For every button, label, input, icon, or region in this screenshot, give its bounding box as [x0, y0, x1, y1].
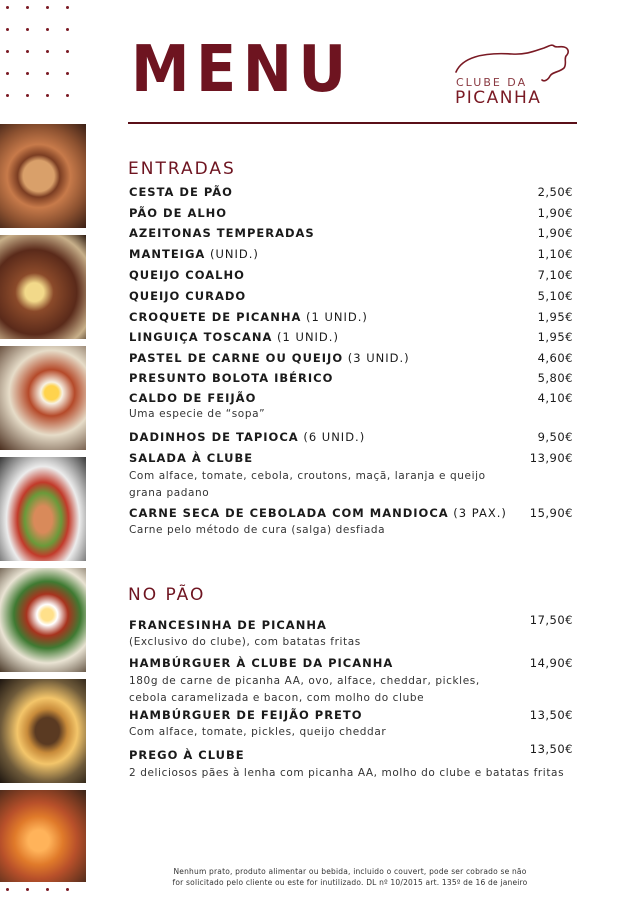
- menu-item: [129, 506, 573, 520]
- food-photo-strip: [0, 124, 86, 882]
- item-price: 14,90€: [529, 656, 573, 670]
- item-price: 17,50€: [529, 613, 573, 627]
- item-price: 4,60€: [537, 351, 573, 365]
- food-photo-rice-plate: [0, 568, 86, 672]
- section-heading-entradas: ENTRADAS: [128, 159, 236, 179]
- item-name: SALADA À CLUBE: [129, 451, 254, 465]
- item-name: PÃO DE ALHO: [129, 206, 228, 220]
- menu-item: [129, 247, 573, 261]
- menu-item: [129, 206, 573, 220]
- item-price: 7,10€: [537, 268, 573, 282]
- food-photo-burger: [0, 679, 86, 783]
- item-name: LINGUIÇA TOSCANA: [129, 330, 273, 344]
- item-name: PRESUNTO BOLOTA IBÉRICO: [129, 371, 334, 385]
- item-price: 1,95€: [537, 330, 573, 344]
- menu-item: [129, 742, 573, 762]
- menu-item: [129, 310, 573, 324]
- menu-item: [129, 371, 573, 385]
- menu-item: [129, 708, 573, 722]
- item-price: 13,90€: [529, 451, 573, 465]
- food-photo-francesinha: [0, 790, 86, 882]
- menu-title: MENU: [131, 33, 353, 107]
- menu-item: [129, 185, 573, 199]
- item-name: AZEITONAS TEMPERADAS: [129, 226, 315, 240]
- food-photo-sandwich: [0, 124, 86, 228]
- item-name: CROQUETE DE PICANHA: [129, 310, 302, 324]
- footer-line-1: Nenhum prato, produto alimentar ou bebida, incluido o couvert, pode ser cobrado se não: [173, 867, 527, 876]
- item-note: (6 UNID.): [298, 430, 366, 444]
- item-name: QUEIJO CURADO: [129, 289, 247, 303]
- item-price: 4,10€: [537, 391, 573, 405]
- food-photo-egg-plate: [0, 346, 86, 450]
- legal-footer: [140, 866, 560, 888]
- item-description: Com alface, tomate, pickles, queijo cheddar: [129, 726, 387, 738]
- menu-item: [129, 351, 573, 365]
- item-name: CARNE SECA DE CEBOLADA COM MANDIOCA: [129, 506, 449, 520]
- item-note: (3 UNID.): [343, 351, 410, 365]
- menu-item: [129, 391, 573, 405]
- header-divider: [128, 122, 577, 124]
- item-price: 5,80€: [537, 371, 573, 385]
- decorative-dot-row: [6, 888, 69, 891]
- item-name: QUEIJO COALHO: [129, 268, 245, 282]
- item-price: 15,90€: [529, 506, 573, 520]
- menu-item: [129, 268, 573, 282]
- item-name: CESTA DE PÃO: [129, 185, 233, 199]
- item-price: 1,90€: [537, 226, 573, 240]
- item-name: MANTEIGA: [129, 247, 206, 261]
- menu-item: [129, 226, 573, 240]
- item-price: 1,95€: [537, 310, 573, 324]
- section-heading-no-pao: NO PÃO: [128, 585, 206, 605]
- footer-line-2: for solicitado pelo cliente ou este for inutilizado. DL nº 10/2015 art. 135º de 16 de janeiro: [172, 878, 528, 887]
- item-name: PASTEL DE CARNE OU QUEIJO: [129, 351, 344, 365]
- food-photo-shredded-meat: [0, 235, 86, 339]
- item-description: Com alface, tomate, cebola, croutons, maçã, laranja e queijo grana padano: [129, 470, 486, 499]
- item-price: 5,10€: [537, 289, 573, 303]
- item-price: 13,50€: [529, 708, 573, 722]
- item-name: DADINHOS DE TAPIOCA: [129, 430, 299, 444]
- item-price: 1,10€: [537, 247, 573, 261]
- item-name: FRANCESINHA DE PICANHA: [129, 618, 327, 632]
- item-name: HAMBÚRGUER À CLUBE DA PICANHA: [129, 656, 394, 670]
- logo-line-2: PICANHA: [455, 88, 542, 108]
- menu-item: [129, 613, 573, 632]
- item-description: Uma especie de “sopa”: [129, 408, 266, 420]
- menu-item: [129, 430, 573, 444]
- item-name: CALDO DE FEIJÃO: [129, 391, 257, 405]
- item-note: (1 UNID.): [301, 310, 368, 324]
- menu-item: [129, 289, 573, 303]
- item-price: 9,50€: [537, 430, 573, 444]
- menu-item: [129, 330, 573, 344]
- brand-logo: [452, 42, 576, 108]
- item-note: (3 PAX.): [448, 506, 507, 520]
- decorative-dot-grid: [6, 6, 86, 97]
- item-description: 2 deliciosos pães à lenha com picanha AA, molho do clube e batatas fritas: [129, 767, 565, 779]
- item-name: HAMBÚRGUER DE FEIJÃO PRETO: [129, 708, 363, 722]
- item-description: Carne pelo método de cura (salga) desfiada: [129, 524, 386, 536]
- item-price: 1,90€: [537, 206, 573, 220]
- logo-line-1: CLUBE DA: [456, 76, 528, 89]
- item-note: (1 UNID.): [272, 330, 339, 344]
- item-description: 180g de carne de picanha AA, ovo, alface, cheddar, pickles, cebola caramelizada e bacon, com molho do clube: [129, 675, 480, 704]
- item-name: PREGO À CLUBE: [129, 748, 245, 762]
- item-price: 2,50€: [537, 185, 573, 199]
- item-note: (UNID.): [205, 247, 259, 261]
- food-photo-salmon-salad: [0, 457, 86, 561]
- item-price: 13,50€: [529, 742, 573, 756]
- item-description: (Exclusivo do clube), com batatas fritas: [129, 636, 361, 648]
- menu-item: [129, 451, 573, 465]
- menu-item: [129, 656, 573, 670]
